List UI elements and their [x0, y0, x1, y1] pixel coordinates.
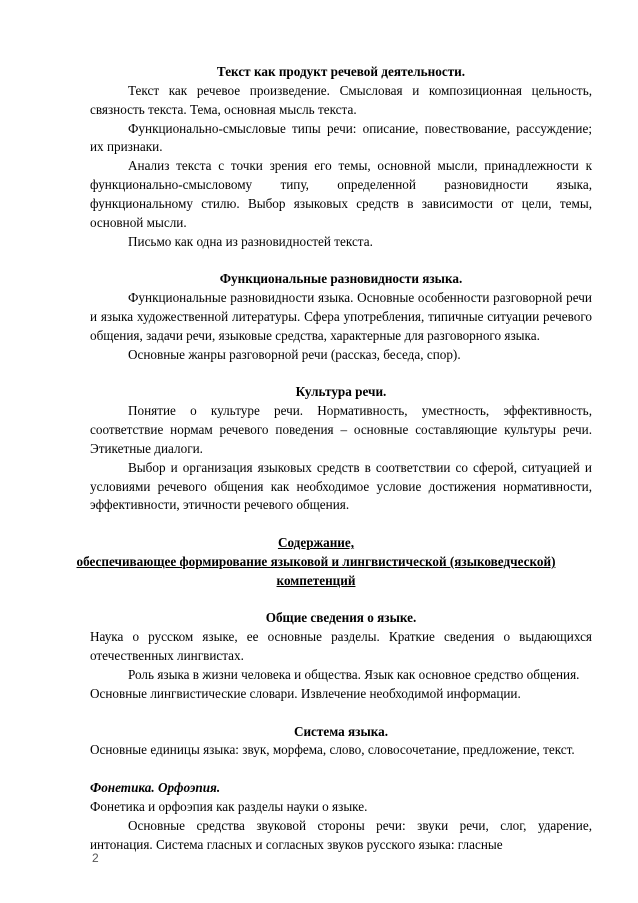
heading-functional-varieties: Функциональные разновидности языка.: [219, 271, 463, 287]
content-title-block: [32, 534, 600, 591]
paragraph: Основные единицы языка: звук, морфема, слово, словосочетание, предложение, текст.: [90, 742, 575, 758]
spacer: [90, 515, 592, 534]
paragraph: Выбор и организация языковых средств в соответствии со сферой, ситуацией и условиями речевого общения как необходимое условие достижения нормативности, эффективности, этичности речевого общения.: [90, 459, 592, 513]
paragraph: Функционально-смысловые типы речи: описание, повествование, рассуждение; их признаки.: [90, 120, 592, 155]
paragraph: Фонетика и орфоэпия как разделы науки о языке.: [90, 798, 368, 814]
spacer: [90, 365, 592, 384]
paragraph: Основные средства звуковой стороны речи: звуки речи, слог, ударение, интонация. Система гласных и согласных звуков русского языка: гласные: [90, 817, 592, 852]
paragraph: Функциональные разновидности языка. Основные особенности разговорной речи и языка художественной литературы. Сфера употребления, типичные ситуации речевого общения, задачи речи, языковые средства, характерные для разговорного языка.: [90, 290, 592, 343]
spacer: [90, 591, 592, 610]
heading-speech-culture: Культура речи.: [295, 384, 387, 400]
content-title-line: обеспечивающее формирование языковой и лингвистической (языковедческой): [76, 553, 556, 569]
heading-phonetics: Фонетика. Орфоэпия.: [90, 780, 221, 796]
page-content: [76, 63, 592, 854]
heading-language-system: Система языка.: [293, 723, 389, 739]
paragraph: Анализ текста с точки зрения его темы, основной мысли, принадлежности к функционально-смысловому типу, определенной разновидности языка, функциональному стилю. Выбор языковых средств в зависимости от цели, темы, основной мысли.: [90, 158, 592, 230]
spacer: [90, 251, 592, 270]
heading-text-product: Текст как продукт речевой деятельности.: [216, 64, 466, 79]
paragraph: Роль языка в жизни человека и общества. Язык как основное средство общения.: [128, 667, 580, 682]
content-title-line: Содержание,: [277, 535, 355, 551]
page-number: 2: [92, 851, 99, 865]
spacer: [90, 704, 592, 723]
heading-general-info: Общие сведения о языке.: [265, 610, 417, 626]
paragraph: Основные лингвистические словари. Извлечение необходимой информации.: [90, 685, 521, 701]
paragraph: Понятие о культуре речи. Нормативность, уместность, эффективность, соответствие нормам речевого поведения – основные составляющие культуры речи. Этикетные диалоги.: [90, 403, 592, 456]
spacer: [90, 760, 592, 779]
paragraph: Наука о русском языке, ее основные разделы. Краткие сведения о выдающихся отечественных лингвистах.: [90, 629, 592, 664]
paragraph: Письмо как одна из разновидностей текста.: [128, 233, 373, 249]
paragraph: Основные жанры разговорной речи (рассказ, беседа, спор).: [128, 346, 461, 362]
paragraph: Текст как речевое произведение. Смысловая и композиционная цельность, связность текста. Тема, основная мысль текста.: [90, 82, 592, 117]
content-title-line: компетенций: [276, 572, 356, 588]
